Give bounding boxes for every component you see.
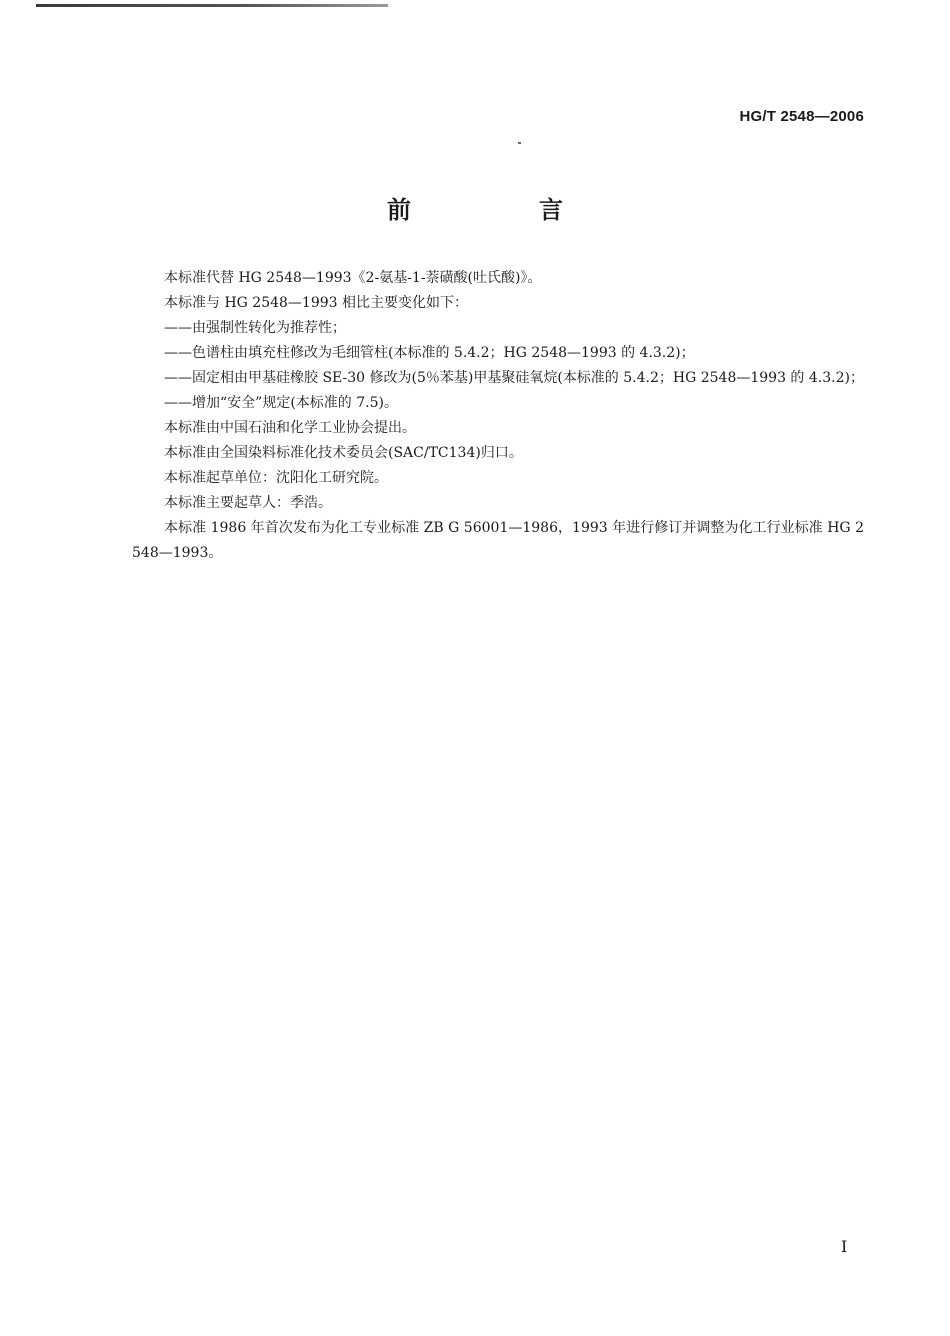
paragraph-history: 本标准 1986 年首次发布为化工专业标准 ZB G 56001—1986，1993 年进行修订并调整为化工行业标准 HG 2548—1993。 (132, 520, 864, 561)
standard-code: HG/T 2548—2006 (739, 108, 864, 125)
foreword-body (132, 266, 864, 566)
list-item-change-2: ——色谱柱由填充柱修改为毛细管柱(本标准的 5.4.2；HG 2548—1993 的 4.3.2)； (164, 345, 695, 361)
list-item-change-1: ——由强制性转化为推荐性； (164, 320, 346, 336)
list-item-change-3: ——固定相由甲基硅橡胶 SE-30 修改为(5％苯基)甲基聚硅氧烷(本标准的 5.4.2；HG 2548—1993 的 4.3.2)； (164, 370, 864, 386)
paragraph-drafters: 本标准主要起草人：季浩。 (164, 495, 332, 511)
scan-edge-line (36, 4, 388, 7)
scan-speck (518, 142, 521, 144)
list-item-change-4: ——增加“安全”规定(本标准的 7.5)。 (164, 395, 398, 411)
paragraph-changes-intro: 本标准与 HG 2548—1993 相比主要变化如下： (164, 295, 469, 311)
page-number: I (841, 1237, 848, 1256)
paragraph-proposer: 本标准由中国石油和化学工业协会提出。 (164, 420, 416, 436)
page-title: 前 言 (387, 196, 615, 224)
paragraph-replaces: 本标准代替 HG 2548—1993《2-氨基-1-萘磺酸(吐氏酸)》。 (164, 270, 542, 286)
paragraph-committee: 本标准由全国染料标准化技术委员会(SAC/TC134)归口。 (164, 445, 523, 461)
paragraph-drafting-unit: 本标准起草单位：沈阳化工研究院。 (164, 470, 388, 486)
